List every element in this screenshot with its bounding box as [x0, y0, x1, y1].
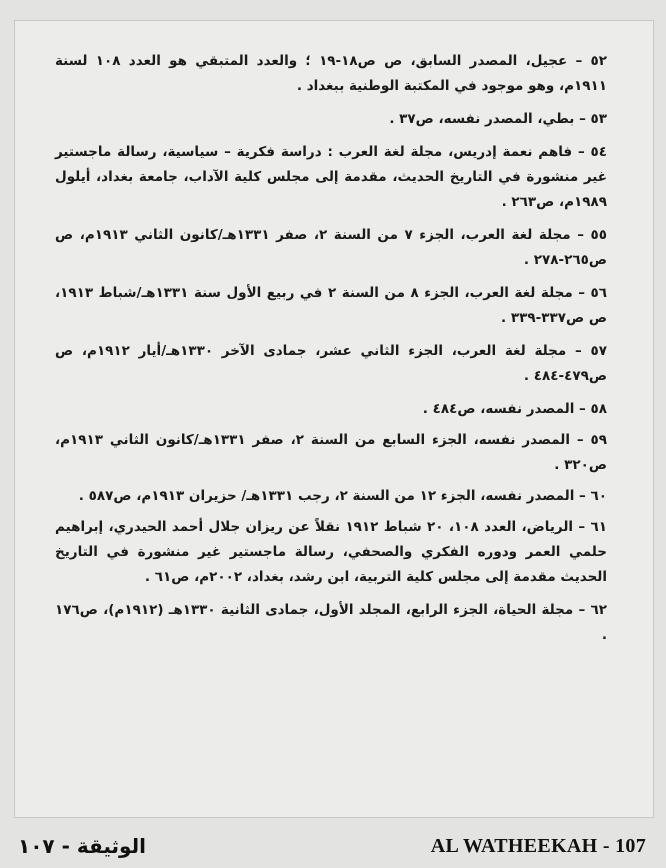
- page-paper: [14, 20, 654, 818]
- footnote-57: ٥٧ – مجلة لغة العرب، الجزء الثاني عشر، جمادى الآخر ١٣٣٠هـ/أيار ١٩١٢م، ص ص٤٧٩-٤٨٤ .: [55, 343, 607, 384]
- footnotes-list: [55, 49, 607, 656]
- footnote-58: ٥٨ – المصدر نفسه، ص٤٨٤ .: [422, 401, 607, 417]
- footnote-61: ٦١ – الرياض، العدد ١٠٨، ٢٠ شباط ١٩١٢ نقلاً عن ريزان جلال أحمد الحيدري، إبراهيم حلمي العمر ودوره الفكري والصحفي، رسالة ماجستير غير منشورة في التاريخ الحديث مقدمة إلى مجلس كلية التربية، ابن رشد، بغداد، ٢٠٠٢م، ص٦١ .: [55, 519, 607, 585]
- footnote-54: ٥٤ – فاهم نعمة إدريس، مجلة لغة العرب : دراسة فكرية – سياسية، رسالة ماجستير غير منشورة في التاريخ الحديث، مقدمة إلى مجلس كلية الآداب، جامعة بغداد، أيلول ١٩٨٩م، ص٢٦٣ .: [55, 144, 607, 210]
- footnote-52: ٥٢ – عجيل، المصدر السابق، ص ص١٨-١٩ ؛ والعدد المتبقي هو العدد ١٠٨ لسنة ١٩١١م، وهو موجود في المكتبة الوطنية ببغداد .: [55, 53, 607, 94]
- footer-arabic-page-label: الوثيقة - ١٠٧: [18, 834, 146, 858]
- footnote-55: ٥٥ – مجلة لغة العرب، الجزء ٧ من السنة ٢، صفر ١٣٣١هـ/كانون الثاني ١٩١٣م، ص ص٢٦٥-٢٧٨ .: [55, 227, 607, 268]
- footnote-59: ٥٩ – المصدر نفسه، الجزء السابع من السنة ٢، صفر ١٣٣١هـ/كانون الثاني ١٩١٣م، ص٣٢٠ .: [55, 432, 607, 473]
- footnote-56: ٥٦ – مجلة لغة العرب، الجزء ٨ من السنة ٢ في ربيع الأول سنة ١٣٣١هـ/شباط ١٩١٣، ص ص٣٣٧-٣٣٩ .: [55, 285, 607, 326]
- footnote-62: ٦٢ – مجلة الحياة، الجزء الرابع، المجلد الأول، جمادى الثانية ١٣٣٠هـ (١٩١٢م)، ص١٧٦ .: [55, 602, 607, 643]
- page-footer: [0, 828, 666, 858]
- footnote-60: ٦٠ – المصدر نفسه، الجزء ١٢ من السنة ٢، رجب ١٣٣١هـ/ حزيران ١٩١٣م، ص٥٨٧ .: [78, 488, 607, 504]
- footer-latin-page-label: AL WATHEEKAH - 107: [430, 835, 646, 857]
- footnote-53: ٥٣ – بطي، المصدر نفسه، ص٣٧ .: [389, 111, 607, 127]
